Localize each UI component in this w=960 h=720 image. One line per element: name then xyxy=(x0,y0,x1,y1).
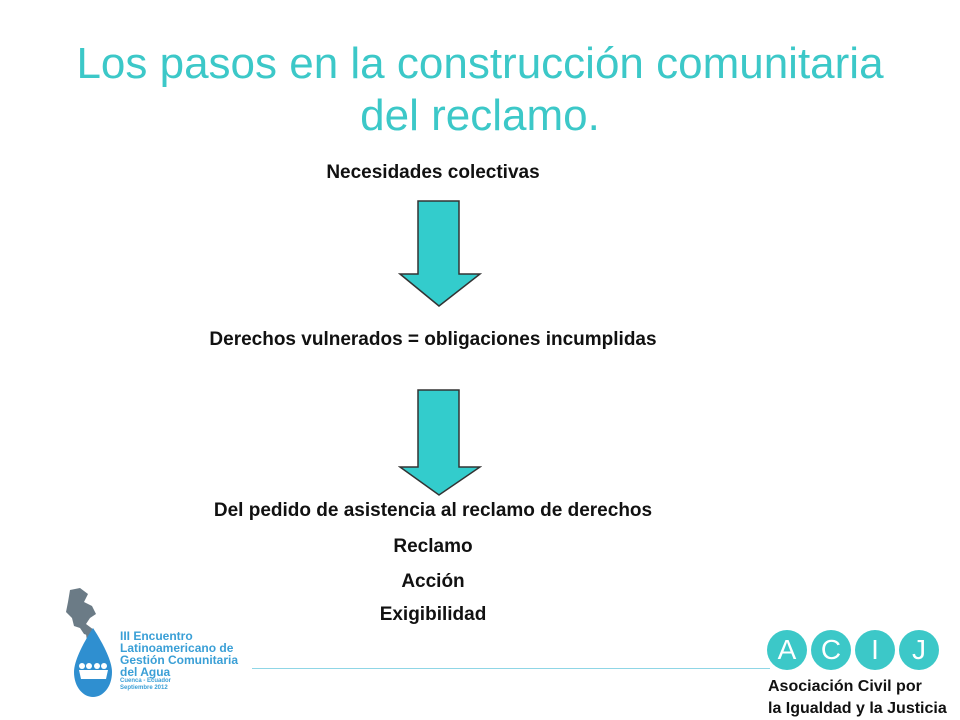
acij-name-line-1: Asociación Civil por xyxy=(768,678,922,695)
encuentro-logo-text xyxy=(120,630,260,692)
logo-line-2: Latinoamericano de xyxy=(120,641,234,655)
acij-letter-c: C xyxy=(811,630,851,670)
step-derechos: Derechos vulnerados = obligaciones incumplidas xyxy=(209,329,657,350)
acij-logo xyxy=(765,630,945,670)
step-pedido: Del pedido de asistencia al reclamo de derechos xyxy=(213,500,653,521)
logo-line-6: Septiembre 2012 xyxy=(120,685,168,691)
logo-line-4: del Agua xyxy=(120,665,171,679)
logo-line-5: Cuenca - Ecuador xyxy=(120,678,172,684)
down-arrow-1 xyxy=(398,200,482,308)
step-necesidades: Necesidades colectivas xyxy=(326,162,540,183)
acij-name-line-2: la Igualdad y la Justicia xyxy=(768,700,947,717)
acij-letter-a: A xyxy=(767,630,807,670)
slide-title xyxy=(40,38,920,142)
acij-letter-j: J xyxy=(899,630,939,670)
title-line-1: Los pasos en la construcción comunitaria xyxy=(76,39,884,88)
sub-accion: Acción xyxy=(401,571,465,592)
down-arrow-2 xyxy=(398,389,482,497)
acij-name xyxy=(768,676,958,720)
title-line-2: del reclamo. xyxy=(360,91,600,140)
acij-letter-i: I xyxy=(855,630,895,670)
logo-line-3: Gestión Comunitaria xyxy=(120,653,239,667)
sub-reclamo: Reclamo xyxy=(393,536,473,557)
logo-line-1: III Encuentro xyxy=(120,629,193,643)
footer-divider xyxy=(252,668,770,669)
sub-exigibilidad: Exigibilidad xyxy=(379,604,487,625)
